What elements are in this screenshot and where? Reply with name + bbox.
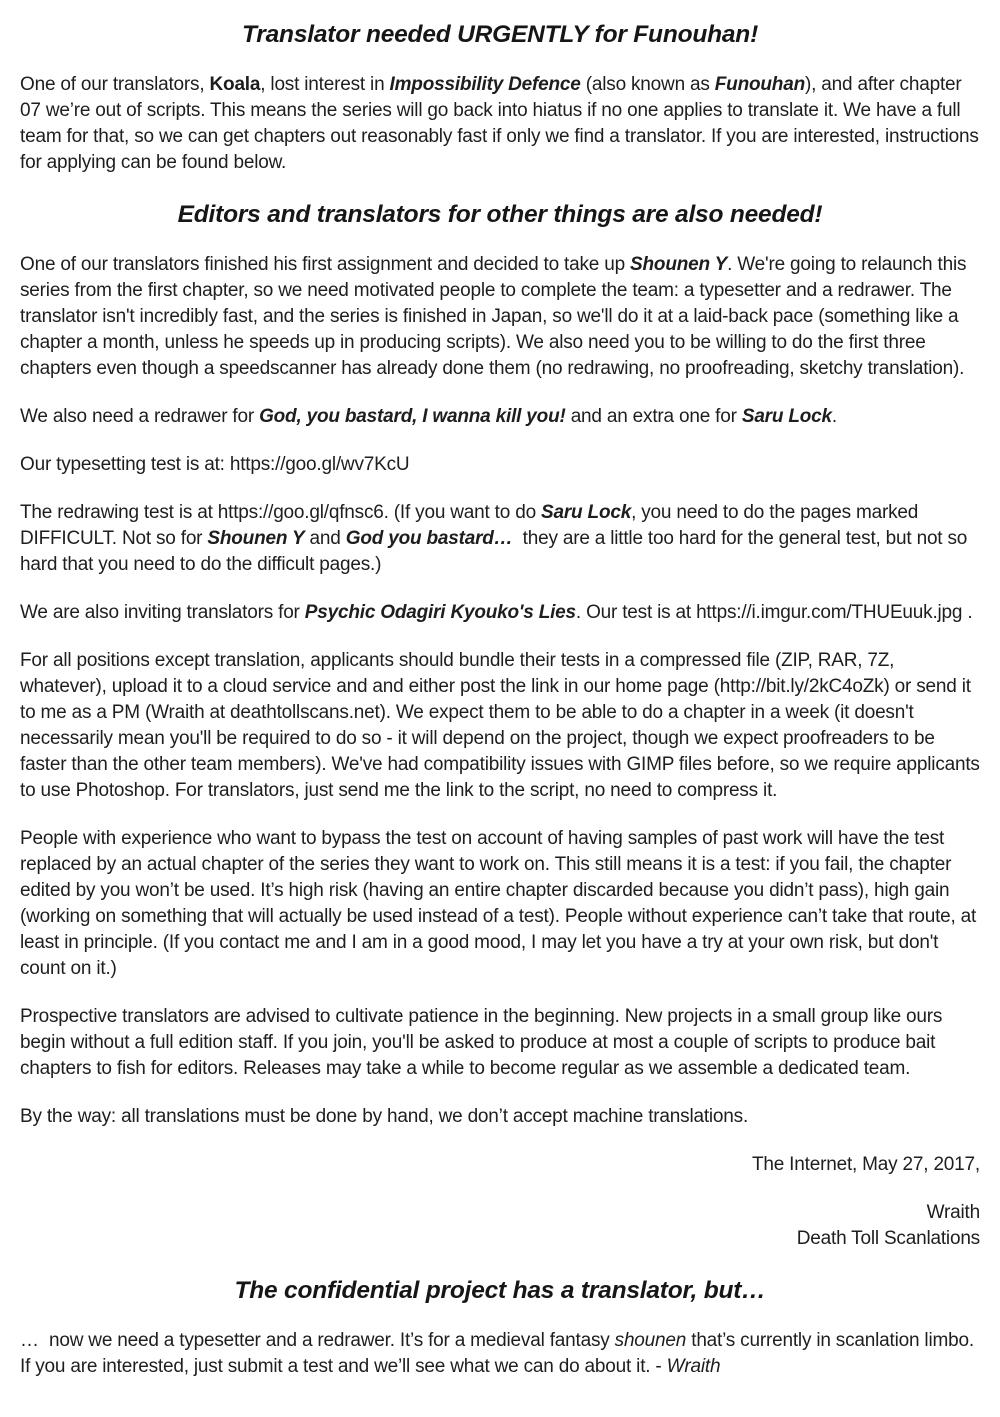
- paragraph-koala-lost-interest: [20, 72, 980, 176]
- text-segment: People with experience who want to bypass the test on account of having samples of past work will have the test replaced by an actual chapter of the series they want to work on. This still means it is a test: if you fail, the chapter edited by you won’t be used. It’s high risk (having an entire chapter discarded because you didn’t pass), high gain (working on something that will actually be used instead of a test). People without experience can’t take that route, at least in principle. (If you contact me and I am in a good mood, I may let you have a try at your own risk, but don't count on it.): [20, 828, 977, 979]
- paragraph-typesetting-test-link: [20, 452, 980, 478]
- series-title: Shounen Y: [207, 528, 305, 549]
- text-segment: ), and after chapter 07 we’re out of scripts. This means the series will go back into hiatus if no one applies to translate it. We have a full team for that, so we can get chapters out reasonably fast if only we find a translator. If you are interested, instructions for applying can be found below.: [20, 74, 979, 173]
- paragraph-shounen-y-relaunch: [20, 252, 980, 382]
- paragraph-test-bypass-policy: [20, 826, 980, 982]
- url-redrawing-test: https://goo.gl/qfnsc6: [217, 502, 384, 523]
- text-segment: .: [962, 602, 973, 623]
- text-segment: .: [831, 406, 838, 427]
- paragraph-psychic-odagiri-invite: [20, 600, 980, 626]
- series-title: God, you bastard, I wanna kill you!: [259, 406, 566, 427]
- text-segment: ) or send it to me as a PM (Wraith at deathtollscans.net). We expect them to be able to do a chapter in a week (it doesn't necessarily mean you'll be required to do so - it will depend on the project, though we expect proofreaders to be faster than the other team members). We've had compatibility issues with GIMP files before, so we require applicants to use Photoshop. For translators, just send me the link to the script, no need to compress it.: [20, 676, 980, 801]
- text-segment: . Our test is at: [575, 602, 697, 623]
- text-segment: By the way: all translations must be done by hand, we don’t accept machine translations.: [20, 1106, 749, 1127]
- url-home-page: http://bit.ly/2kC4oZk: [719, 676, 884, 697]
- url-typesetting-test: https://goo.gl/wv7KcU: [229, 454, 410, 475]
- text-segment: … now we need a typesetter and a redrawer. It’s for a medieval fantasy: [20, 1330, 615, 1351]
- paragraph-confidential-project-needs: [20, 1328, 980, 1380]
- signature-name: Wraith: [926, 1202, 980, 1223]
- url-translator-test: https://i.imgur.com/THUEuuk.jpg: [696, 602, 963, 623]
- text-segment: Prospective translators are advised to cultivate patience in the beginning. New projects in a small group like ours begin without a full edition staff. If you join, you'll be asked to produce at most a couple of scripts to produce bait chapters to fish for editors. Releases may take a while to become regular as we assemble a dedicated team.: [20, 1006, 943, 1079]
- series-title: Shounen Y: [630, 254, 728, 275]
- series-title: Psychic Odagiri Kyouko's Lies: [304, 602, 576, 623]
- text-segment: and: [304, 528, 346, 549]
- paragraph-prospective-translators-advice: [20, 1004, 980, 1082]
- text-segment: One of our translators,: [20, 74, 210, 95]
- heading-editors-translators-needed: Editors and translators for other things are also needed!: [177, 201, 823, 228]
- paragraph-application-instructions: [20, 648, 980, 804]
- translator-name: Koala: [209, 74, 261, 95]
- date-line: The Internet, May 27, 2017,: [751, 1154, 980, 1175]
- text-segment: The redrawing test is at: [20, 502, 218, 523]
- text-segment: that’s currently in scanlation limbo. If you are interested, just submit a test and we’ll see what we can do about it. -: [20, 1330, 974, 1377]
- text-segment: , you need to do the pages marked DIFFICULT. Not so for: [20, 502, 919, 549]
- author-name: Wraith: [666, 1356, 721, 1377]
- text-segment: . We're going to relaunch this series from the first chapter, so we need motivated people to complete the team: a typesetter and a redrawer. The translator isn't incredibly fast, and the series is finished in Japan, so we'll do it at a laid-back pace (something like a chapter a month, unless he speeds up in producing scripts). We also need you to be willing to do the first three chapters even though a speedscanner has already done them (no redrawing, no proofreading, sketchy translation).: [20, 254, 967, 379]
- series-title: God you bastard…: [345, 528, 513, 549]
- heading-confidential-project: The confidential project has a translator, but…: [234, 1277, 766, 1304]
- heading-translator-needed: Translator needed URGENTLY for Funouhan!: [241, 21, 759, 48]
- paragraph-redrawing-test-link: [20, 500, 980, 578]
- text-segment: , lost interest in: [260, 74, 390, 95]
- paragraph-no-machine-translation: [20, 1104, 980, 1130]
- text-segment: they are a little too hard for the general test, but not so hard that you need to do the difficult pages.): [20, 528, 968, 575]
- signature-group: Death Toll Scanlations: [796, 1228, 980, 1249]
- text-segment: (also known as: [580, 74, 715, 95]
- text-segment: . (If you want to do: [383, 502, 542, 523]
- text-segment: and an extra one for: [565, 406, 742, 427]
- signature-block: [20, 1200, 980, 1252]
- text-segment: For all positions except translation, applicants should bundle their tests in a compressed file (ZIP, RAR, 7Z, whatever), upload it to a cloud service and and either post the link in our home page (: [20, 650, 895, 697]
- text-segment: We also need a redrawer for: [20, 406, 260, 427]
- series-title: Saru Lock: [741, 406, 832, 427]
- text-segment: Our typesetting test is at:: [20, 454, 230, 475]
- series-title: Funouhan: [714, 74, 805, 95]
- text-segment: One of our translators finished his first assignment and decided to take up: [20, 254, 631, 275]
- series-title: Impossibility Defence: [389, 74, 581, 95]
- series-title: Saru Lock: [541, 502, 632, 523]
- text-segment: We are also inviting translators for: [20, 602, 305, 623]
- text-segment: shounen: [614, 1330, 687, 1351]
- paragraph-redrawer-needed: [20, 404, 980, 430]
